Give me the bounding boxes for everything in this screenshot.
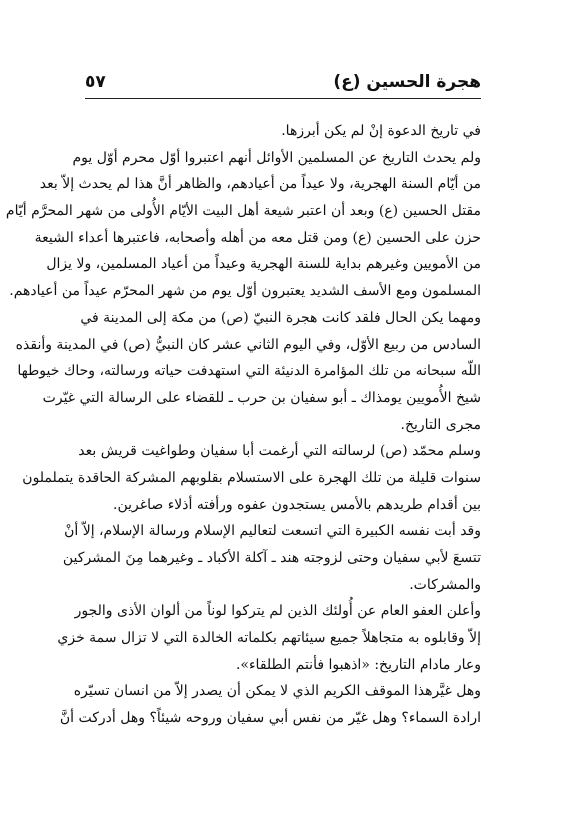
text-line: مقتل الحسين (ع) وبعد أن اعتبر شيعة أهل البيت الأيّام الأُولى من شهر المحرَّم أيّام <box>5 203 481 220</box>
text-line: حزن على الحسين (ع) ومن قتل معه من أهله وأصحابه، فاعتبرها أعداء الشيعة <box>34 229 481 246</box>
text-line: وهل غيَّرهذا الموقف الكريم الذي لا يمكن أن يصدر إلاّ من انسان تسيّره <box>73 683 481 700</box>
page-number: ٥٧ <box>85 72 106 92</box>
text-line: تتسعَ لأبي سفيان وحتى لزوجته هند ـ آكلة الأكباد ـ وغيرهما مِنَ المشركين <box>62 550 481 566</box>
text-line: اللّه سبحانه من تلك المؤامرة الدنيئة التي استهدفت حياته ورسالته، وحاك خيوطها <box>17 363 481 380</box>
text-line: وسلم محمّد (ص) لرسالته التي أرغمت أبا سفيان وطواغيت قريش بعد <box>78 443 481 460</box>
text-line: وعار مادام التاريخ: «اذهبوا فأنتم الطلقاء». <box>235 656 481 673</box>
text-line: من أيّام السنة الهجرية، ولا عيداً من أعيادهم، والظاهر أنَّ هذا لم يحدث إلاّ بعد <box>39 176 481 193</box>
text-line: بين أقدام طريدهم بالأمس يستجدون عفوه ورأفته أذلاء صاغرين. <box>113 496 481 513</box>
text-line: ولم يحدث التاريخ عن المسلمين الأوائل أنهم اعتبروا أوّل محرم أوّل يوم <box>72 149 481 166</box>
text-line: شيخ الأُمويين يومذاك ـ أبو سفيان بن حرب ـ للقضاء على الرسالة التي غيّرت <box>42 389 481 406</box>
text-line: وقد أبت نفسه الكبيرة التي اتسعت لتعاليم الإسلام ورسالة الإسلام، إلاّ أنْ <box>64 523 481 540</box>
body-text <box>5 118 481 732</box>
text-line: ومهما يكن الحال فلقد كانت هجرة النبيّ (ص) من مكة إلى المدينة في <box>80 309 481 326</box>
text-line: السادس من ربيع الأوّل، وفي اليوم الثاني عشر كان النبيُّ (ص) في المدينة وأنقذه <box>15 336 481 353</box>
running-title: هجرة الحسين (ع) <box>333 72 481 92</box>
header-rule <box>85 98 481 99</box>
text-line: وأعلن العفو العام عن أُولئك الذين لم يتركوا لوناً من ألوان الأذى والجور <box>74 603 481 620</box>
text-line: من الأمويين وغيرهم بداية للسنة الهجرية وعيداً من أعياد المسلمين، ولا يزال <box>46 256 481 273</box>
text-line: إلاّ وقابلوه به متجاهلاً جميع سيئاتهم بكلماته الخالدة التي لا تزال سمة خزي <box>57 630 481 647</box>
text-line: المسلمون ومع الأسف الشديد يعتبرون أوّل يوم من شهر المحرّم عيداً من أعيادهم. <box>9 283 481 300</box>
text-line: سنوات قليلة من تلك الهجرة على الاستسلام بقلوبهم المشركة الحاقدة يتململون <box>22 469 481 486</box>
page-header <box>85 68 481 96</box>
text-line: مجرى التاريخ. <box>400 416 481 433</box>
text-line: في تاريخ الدعوة إنْ لم يكن أبرزها. <box>281 123 481 139</box>
text-line: ارادة السماء؟ وهل غيّر من نفس أبي سفيان وروحه شيئاً؟ وهل أدركت أنَّ <box>59 710 481 727</box>
text-line: والمشركات. <box>409 576 481 593</box>
